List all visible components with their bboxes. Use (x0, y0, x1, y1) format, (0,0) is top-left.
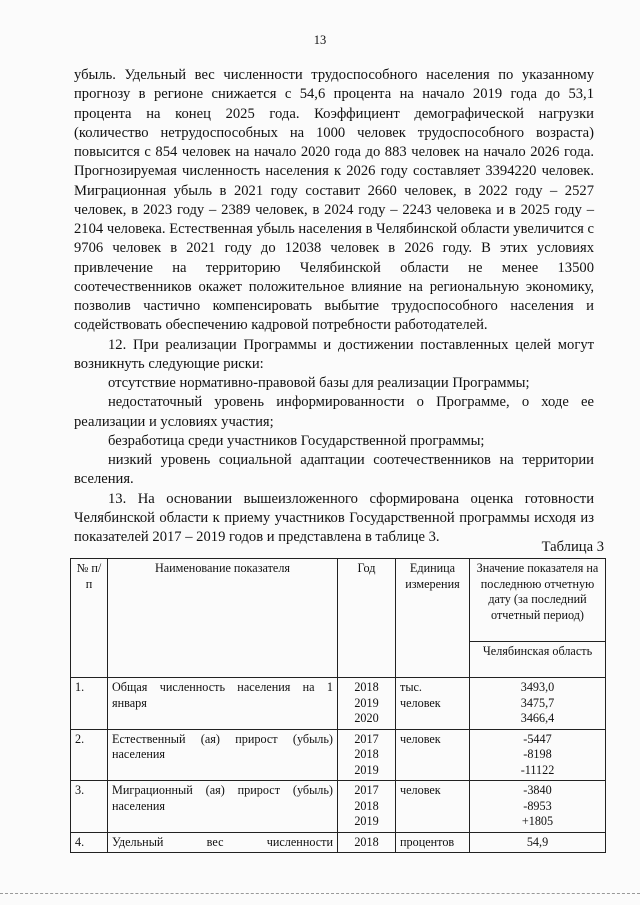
page-number: 13 (313, 33, 327, 47)
row-indicator-name: Миграционный (ая) прирост (убыль) населения (108, 781, 338, 833)
paragraph-12: 12. При реализации Программы и достижении поставленных целей могут возникнуть следующие риски: (74, 336, 594, 372)
header-region: Челябинская область (470, 642, 606, 678)
paragraph-continuation: убыль. Удельный вес численности трудоспособного населения по указанному прогнозу в регионе снижается с 54,6 процента на начало 2019 года до 53,1 процента на конец 2025 года. Коэффициент демографической нагрузки (количество нетрудоспособных на 1000 человек трудоспособного возраста) повысится с 854 человек на начало 2020 года до 883 человек на начало 2026 года. Прогнозируемая численность населения к 2026 году составляет 3394220 человек. Миграционная убыль в 2021 году составит 2660 человек, в 2022 году – 2527 человек, в 2023 году – 2389 человек, в 2024 году – 2243 человека и в 2025 году – 2104 человека. Естественная убыль населения в Челябинской области увеличится с 9706 человек в 2021 году до 12038 человек в 2026 году. В этих условиях привлечение на территорию Челябинской области не менее 13500 соотечественников окажет положительное влияние на региональную экономику, позволив частично компенсировать выбытие трудоспособного населения и содействовать обеспечению кадровой потребности работодателей. (74, 67, 594, 334)
year-value: 2019 (354, 695, 379, 710)
indicator-value: 54,9 (526, 834, 549, 849)
indicator-value: -3840 (523, 783, 552, 797)
year-value: 2019 (354, 814, 379, 828)
indicator-value: -11122 (520, 762, 555, 777)
row-unit: человек (396, 729, 470, 781)
header-value: Значение показателя на последнюю отчетную дату (за последний отчетный период) (470, 559, 606, 642)
paragraph-13: 13. На основании вышеизложенного сформирована оценка готовности Челябинской области к приему участников Государственной программы исходя из показателей 2017 – 2019 годов и представлена в таблице 3. (74, 490, 594, 545)
row-unit: человек (396, 781, 470, 833)
header-unit: Единица измерения (396, 559, 470, 678)
row-values (470, 781, 606, 833)
row-years (338, 832, 396, 853)
year-value: 2018 (354, 747, 379, 761)
risk-item: недостаточный уровень информированности о Программе, о ходе ее реализации и условиях участия; (74, 394, 594, 430)
risk-item: отсутствие нормативно-правовой базы для реализации Программы; (108, 375, 530, 391)
year-value: 2017 (354, 783, 379, 797)
indicator-value: -5447 (523, 731, 552, 746)
row-values (470, 678, 606, 730)
header-year: Год (338, 559, 396, 678)
risk-item: низкий уровень социальной адаптации соотечественников на территории вселения. (74, 452, 594, 488)
indicators-table (70, 558, 606, 853)
table-header-row (71, 559, 606, 642)
indicator-value: 3466,4 (520, 711, 555, 725)
indicator-value: -8198 (523, 747, 552, 761)
row-num: 2. (71, 729, 108, 781)
risk-item: безработица среди участников Государственной программы; (108, 432, 485, 449)
row-unit: процентов (396, 832, 470, 853)
row-values (470, 729, 606, 781)
indicator-value: 3493,0 (520, 680, 555, 694)
row-unit: тыс. человек (396, 678, 470, 730)
year-value: 2018 (354, 834, 379, 849)
row-indicator-name: Удельный вес численности (108, 832, 338, 853)
year-value: 2018 (354, 680, 379, 694)
year-value: 2019 (354, 762, 379, 777)
row-indicator-name: Общая численность населения на 1 января (108, 678, 338, 730)
year-value: 2018 (354, 798, 379, 813)
header-name: Наименование показателя (108, 559, 338, 678)
row-values (470, 832, 606, 853)
indicator-value: -8953 (523, 798, 552, 813)
row-indicator-name: Естественный (ая) прирост (убыль) населения (108, 729, 338, 781)
row-years (338, 729, 396, 781)
header-num: № п/п (71, 559, 108, 678)
table-row (71, 729, 606, 781)
year-value: 2017 (354, 731, 379, 746)
row-years (338, 678, 396, 730)
indicator-value: +1805 (521, 814, 554, 828)
row-num: 3. (71, 781, 108, 833)
table-caption: Таблица 3 (541, 539, 604, 555)
body-text (74, 66, 594, 547)
indicator-value: 3475,7 (520, 695, 555, 710)
row-years (338, 781, 396, 833)
table-row (71, 678, 606, 730)
row-num: 4. (71, 832, 108, 853)
row-num: 1. (71, 678, 108, 730)
year-value: 2020 (354, 711, 379, 725)
table-row (71, 781, 606, 833)
table-row (71, 832, 606, 853)
page-bottom-divider (0, 893, 640, 895)
